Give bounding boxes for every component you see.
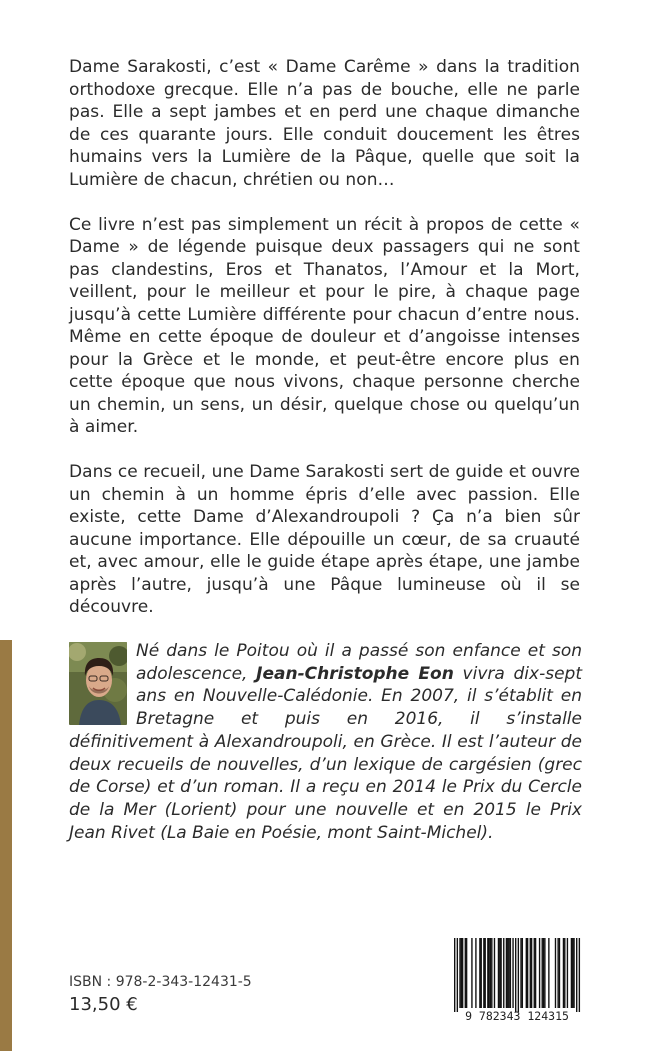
isbn-number: ISBN : 978-2-343-12431-5 <box>69 974 252 990</box>
barcode-bar <box>544 938 545 1008</box>
cover-side-band <box>0 640 12 1051</box>
author-name: Jean-Christophe Eon <box>256 663 454 684</box>
barcode-bar <box>499 938 500 1008</box>
barcode-bar <box>457 938 458 1012</box>
isbn-barcode <box>452 938 582 1022</box>
barcode-bar <box>485 938 486 1008</box>
author-bio <box>69 640 582 844</box>
barcode-bar <box>483 938 484 1008</box>
barcode-bar <box>571 938 572 1008</box>
barcode-bar <box>531 938 532 1008</box>
barcode-bar <box>479 938 480 1008</box>
barcode-bar <box>491 938 492 1008</box>
barcode-bar <box>508 938 509 1008</box>
author-bio-intro: Né dans le Poitou où il a passé son enfance et son adolescence, <box>136 641 582 684</box>
barcode-bar <box>564 938 565 1008</box>
barcode-bar <box>487 938 488 1008</box>
barcode-bar <box>475 938 476 1008</box>
barcode-bar <box>535 938 536 1008</box>
barcode-bar <box>506 938 507 1008</box>
blurb-paragraph-2: Ce livre n’est pas simplement un récit à propos de cette « Dame » de légende puisque deux passagers qui ne sont pas clandestins, Eros et Thanatos, l’Amour et la Mort, veillent, pour le meilleur et pour le pire, à chaque page jusqu’à cette Lumière différente pour chacun d’entre nous. Même en cette époque de douleur et d’angoisse intenses pour la Grèce et le monde, et peut-être encore plus en cette époque que nous vivons, chaque personne cherche un chemin, un sens, un désir, quelque chose ou quelqu’un à aimer. <box>69 214 580 437</box>
barcode-bar <box>526 938 527 1008</box>
barcode-bar <box>527 938 528 1008</box>
barcode-bar <box>466 938 467 1008</box>
barcode-digits: 9 782343 124315 <box>465 1009 569 1022</box>
barcode-bar <box>507 938 508 1008</box>
barcode-bar <box>543 938 544 1008</box>
barcode-bar <box>563 938 564 1008</box>
barcode-bar <box>498 938 499 1008</box>
barcode-bar <box>481 938 482 1008</box>
barcode-bar <box>520 938 521 1008</box>
barcode-bar <box>500 938 501 1008</box>
barcode-bar <box>567 938 568 1008</box>
barcode-bar <box>539 938 540 1008</box>
barcode-bar <box>579 938 580 1012</box>
book-price: 13,50 € <box>69 994 138 1015</box>
barcode-bar <box>542 938 543 1008</box>
barcode-bar <box>488 938 489 1008</box>
barcode-bar <box>503 938 504 1008</box>
author-photo <box>69 642 127 725</box>
back-cover-blurb <box>69 56 580 641</box>
blurb-paragraph-1: Dame Sarakosti, c’est « Dame Carême » dans la tradition orthodoxe grecque. Elle n’a pas de bouche, elle ne parle pas. Elle a sept jambes et en perd une chaque dimanche de ces quarante jours. Elle conduit doucement les êtres humains vers la Lumière de la Pâque, quelle que soit la Lumière de chacun, chrétien ou non… <box>69 57 580 190</box>
barcode-bar <box>490 938 491 1008</box>
barcode-bar <box>454 938 455 1012</box>
barcode-bar <box>510 938 511 1008</box>
barcode-bar <box>518 938 519 1012</box>
barcode-bar <box>572 938 573 1008</box>
barcode-bar <box>461 938 462 1008</box>
barcode-bar <box>576 938 577 1012</box>
barcode-bar <box>559 938 560 1008</box>
barcode-bar <box>462 938 463 1008</box>
barcode-bar <box>530 938 531 1008</box>
blurb-paragraph-3: Dans ce recueil, une Dame Sarakosti sert de guide et ouvre un chemin à un homme épris d’elle avec passion. Elle existe, cette Dame d’Alexandroupoli ? Ça n’a bien sûr aucune importance. Elle dépouille un cœur, de sa cruauté et, avec amour, elle le guide étape après étape, une jambe après l’autre, jusqu’à une Pâque lumineuse où il se découvre. <box>69 462 580 617</box>
barcode-bar <box>548 938 549 1008</box>
barcode-bar <box>512 938 513 1008</box>
barcode-bar <box>557 938 558 1008</box>
barcode-bar <box>534 938 535 1008</box>
barcode-bar <box>471 938 472 1008</box>
barcode-bar <box>465 938 466 1008</box>
barcode-bar <box>494 938 495 1008</box>
barcode-bar <box>522 938 523 1008</box>
author-bio-text: vivra dix-sept ans en Nouvelle-Calédonie. En 2007, il s’établit en Bretagne et puis en 2016, il s’installe définitivement à Alexandroupoli, en Grèce. Il est l’auteur de deux recueils de nouvelles, d’un lexique de cargésien (grec de Corse) et d’un roman. Il a reçu en 2014 le Prix du Cercle de la Mer (Lorient) pour une nouvelle et en 2015 le Prix Jean Rivet (La Baie en Poésie, mont Saint-Michel). <box>69 663 582 843</box>
barcode-bar <box>573 938 574 1008</box>
barcode-bar <box>555 938 556 1008</box>
barcode-bar <box>459 938 460 1008</box>
barcode-bar <box>515 938 516 1012</box>
